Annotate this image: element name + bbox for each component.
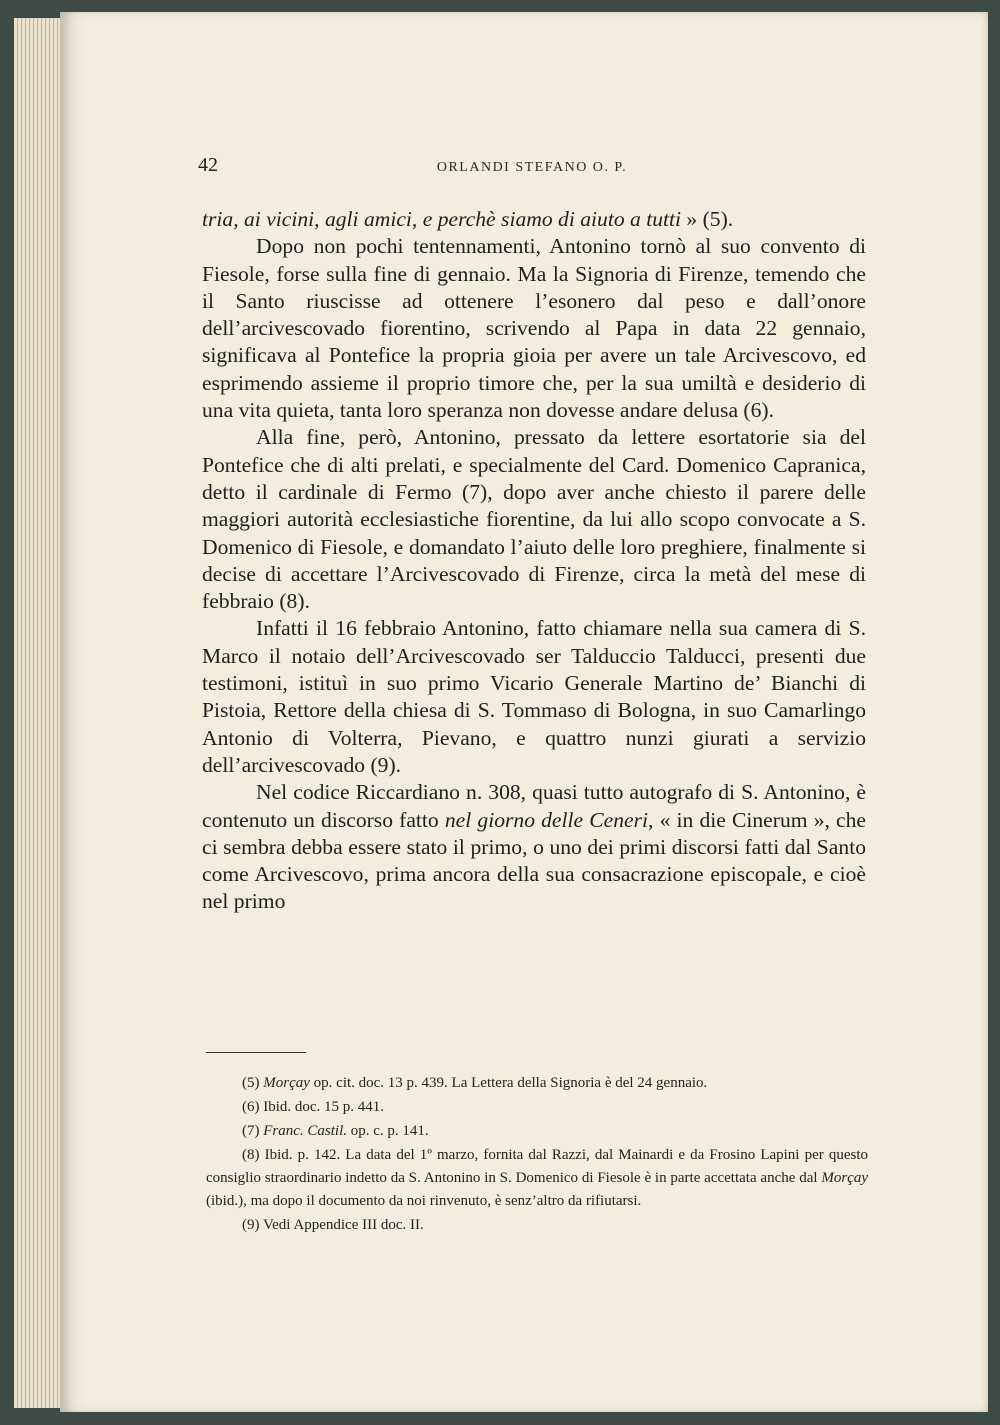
footnote-9 [206,1214,868,1237]
text-run: , « in die Cinerum », che ci sembra debba essere stato il primo, o uno dei primi discorsi fatti dal Santo come Arcivescovo, prima ancora della sua consacrazione episcopale, e cioè nel primo [202,807,867,914]
running-head: ORLANDI STEFANO O. P. [436,160,628,175]
italic-text-run: Franc. Castil. [263,1123,348,1139]
text-run: (8) Ibid. p. 142. La data del 1º marzo, fornita dal Razzi, dal Mainardi e da Frosino Lapini per questo consiglio straordinario indetto da S. Antonino in S. Domenico di Fiesole è in parte accettata anche dal [206,1147,868,1186]
text-run: op. cit. doc. 13 p. 439. La Lettera della Signoria è del 24 gennaio. [309,1075,708,1091]
italic-text-run: nel giorno delle Ceneri [444,807,649,832]
footnotes [206,1072,868,1238]
page-number: 42 [198,154,218,176]
footnote-8 [206,1144,868,1213]
text-run: Alla fine, però, Antonino, pressato da lettere esortatorie sia del Pontefice che di alti prelati, e specialmente del Card. Domenico Capranica, detto il cardinale di Fermo (7), dopo aver anche chiesto il parere delle maggiori autorità ecclesiastiche fiorentine, da lui allo scopo convocate a S. Domenico di Fiesole, e domandato l’aiuto delle loro preghiere, finalmente si decise di accettare l’Arcivescovado di Firenze, circa la metà del mese di febbraio (8). [202,425,866,614]
body-text [202,206,866,916]
italic-text-run: Morçay [821,1170,868,1186]
text-run: Dopo non pochi tentennamenti, Antonino tornò al suo convento di Fiesole, forse sulla fine di gennaio. Ma la Signoria di Firenze, temendo che il Santo riuscisse ad ottenere l’esonero dal peso e dall’onore dell’arcivescovado fiorentino, scrivendo al Papa in data 22 gennaio, significava al Pontefice la propria gioia per avere un tale Arcivescovo, ed esprimendo assieme il proprio timore che, per la sua umiltà e desiderio di una vita quieta, tanta loro speranza non dovesse andare delusa (6). [202,234,866,423]
paragraph-2 [202,233,866,424]
italic-text-run: tria, ai vicini, agli amici, e perchè siamo di aiuto a tutti [202,207,682,231]
paragraph-3 [202,424,866,615]
italic-text-run: Morçay [263,1075,310,1091]
text-run: Infatti il 16 febbraio Antonino, fatto chiamare nella sua camera di S. Marco il notaio dell’Arcivescovado ser Talduccio Talducci, presenti due testimoni, istituì in suo primo Vicario Generale Martino de’ Bianchi di Pistoia, Rettore della chiesa di S. Tommaso di Bologna, in suo Camarlingo Antonio di Volterra, Pievano, e quattro nunzi giurati a servizio dell’arcivescovado (9). [202,616,866,777]
text-run: (5) [242,1075,264,1091]
footnote-separator [206,1052,306,1053]
text-run: (7) [242,1123,264,1139]
footnote-6 [206,1096,868,1119]
text-run: op. c. p. 141. [347,1123,429,1139]
text-run: (ibid.), ma dopo il documento da noi rinvenuto, è senz’altro da rifiutarsi. [206,1193,642,1209]
paragraph-5 [202,779,866,915]
text-run: Nel codice Riccardiano n. 308, quasi tutto autografo di S. Antonino, è contenuto un discorso fatto [202,780,866,832]
footnote-7 [206,1120,868,1143]
paragraph-1 [202,206,866,233]
paragraph-4 [202,615,866,779]
footnote-5 [206,1072,868,1095]
text-run: » (5). [681,207,734,231]
text-run: (6) Ibid. doc. 15 p. 441. [242,1099,385,1115]
page-header [198,154,866,184]
text-run: (9) Vedi Appendice III doc. II. [242,1217,424,1233]
